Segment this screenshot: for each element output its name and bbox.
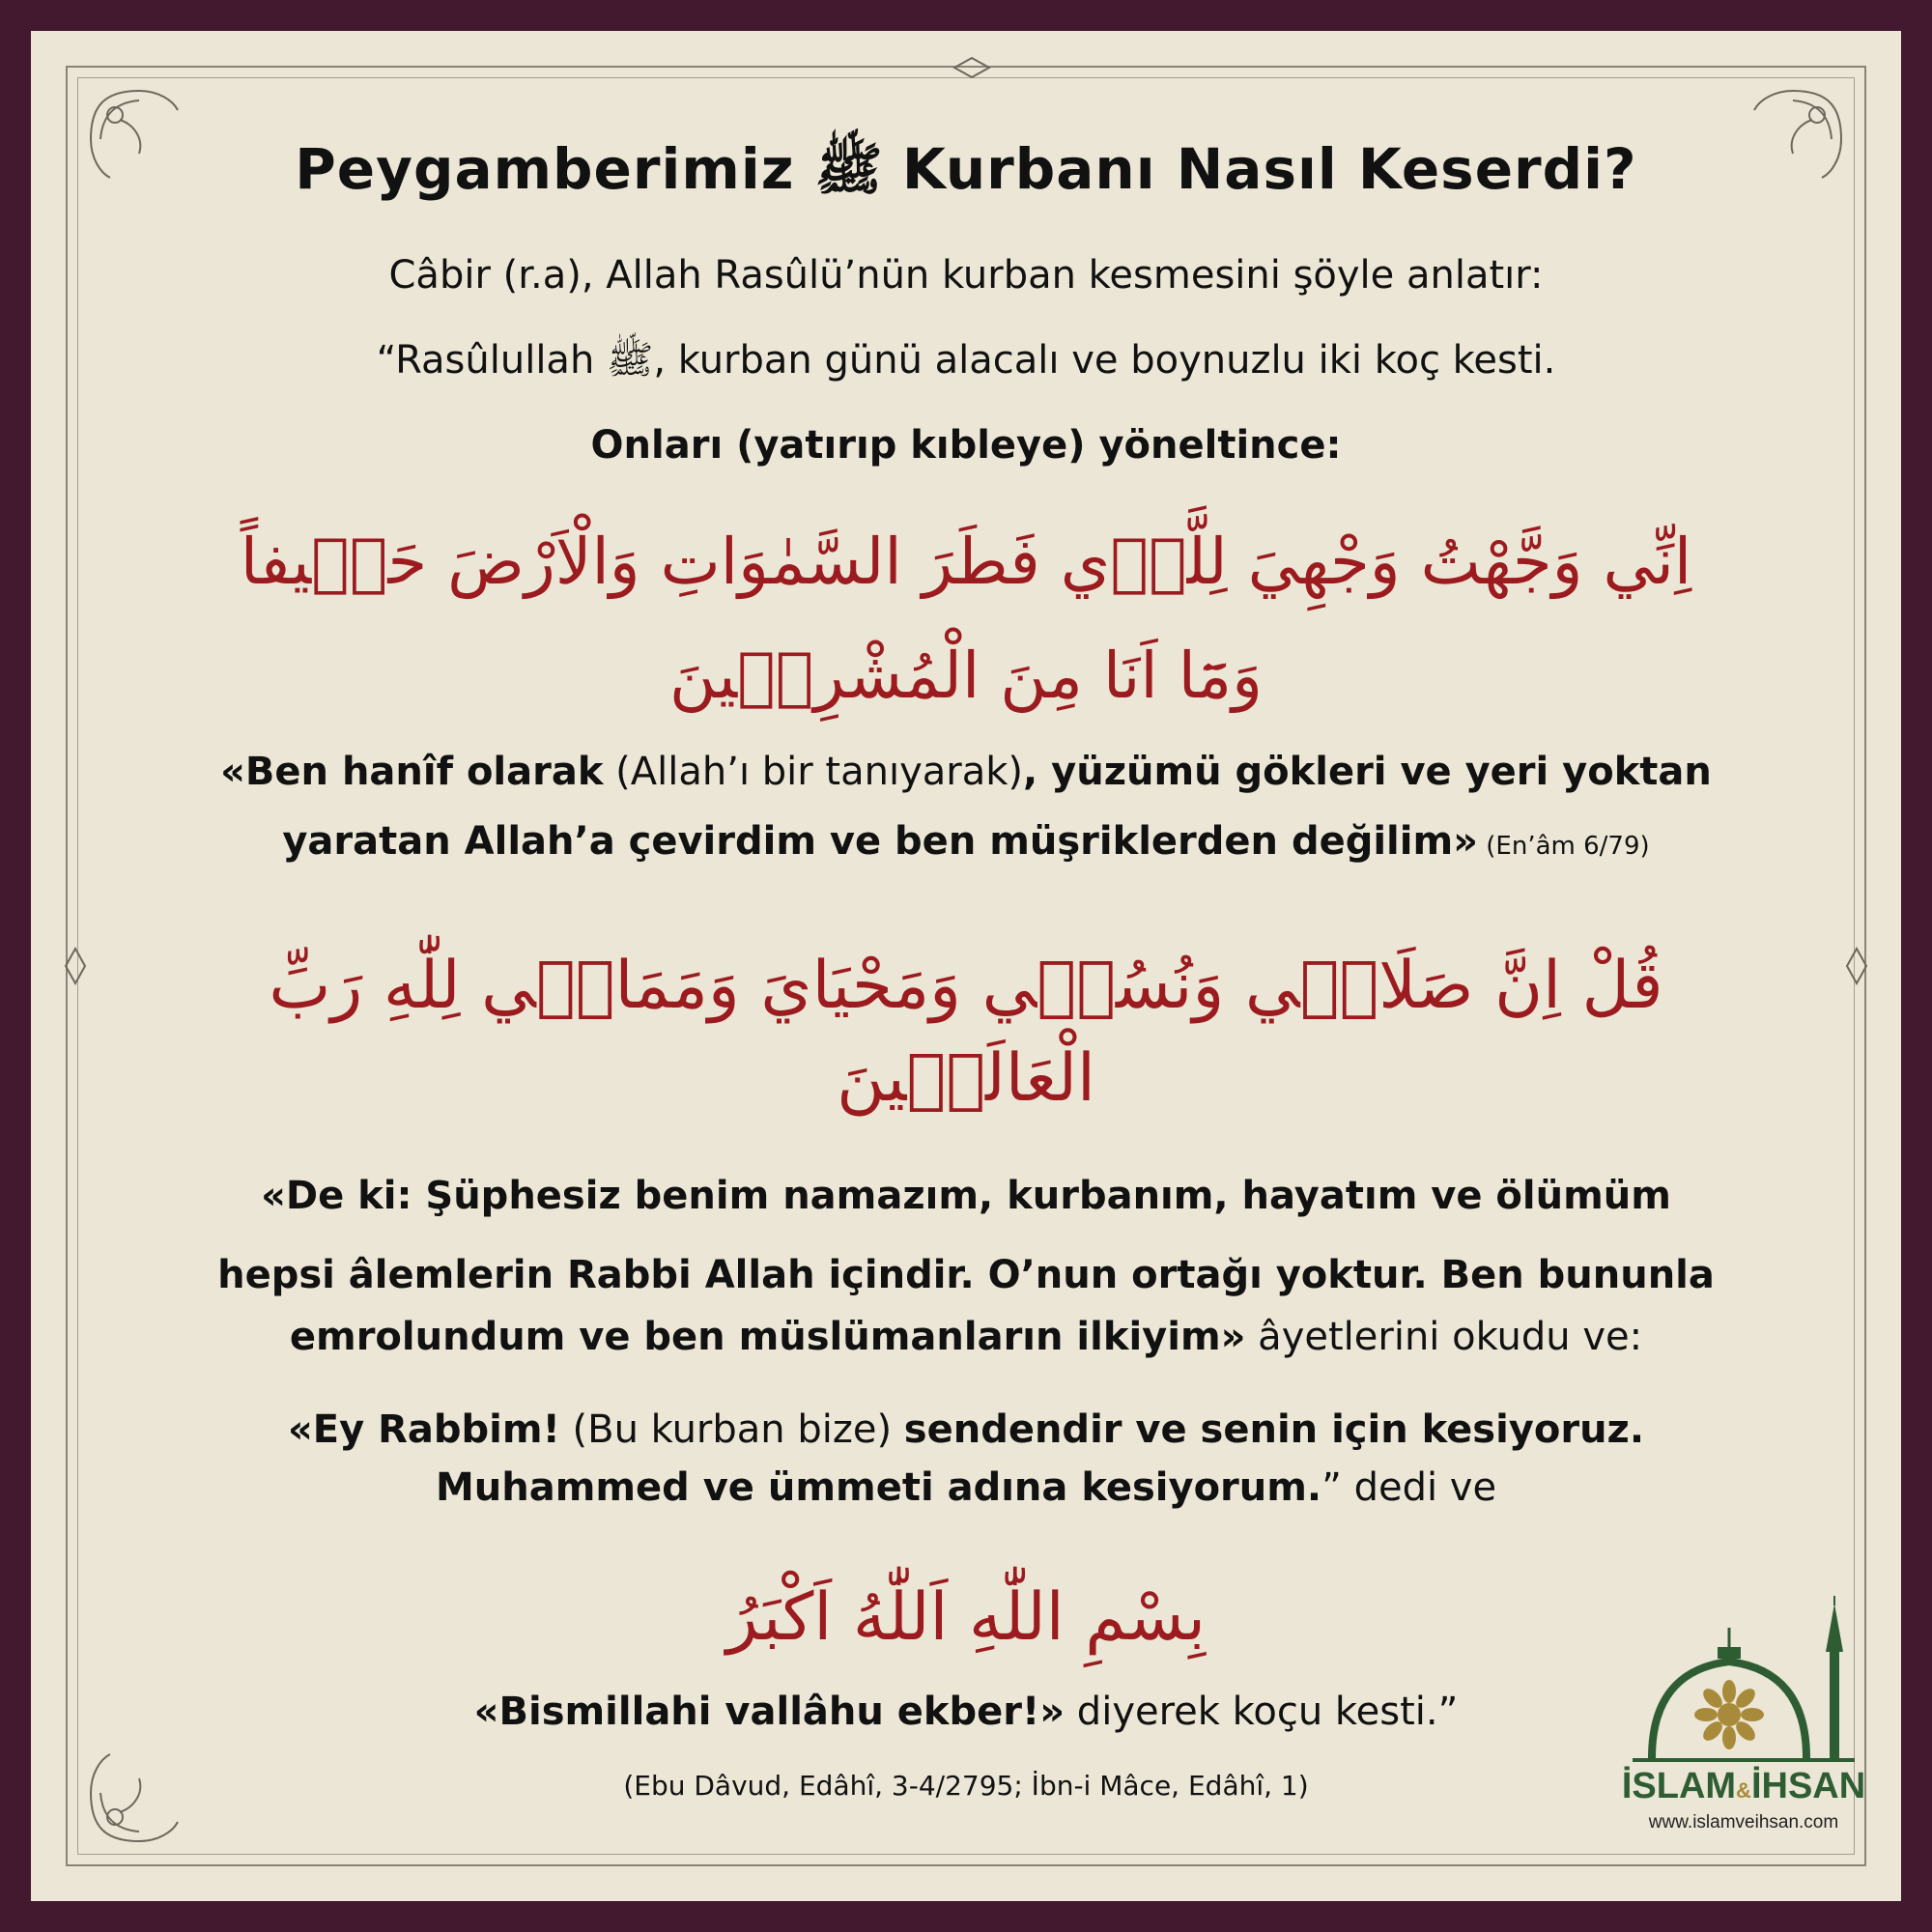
top-ornament (952, 54, 991, 81)
logo-name-part1: İSLAM (1621, 1766, 1737, 1806)
translation-1-line-1 (135, 746, 1797, 798)
final-bold: «Bismillahi vallâhu ekber!» (473, 1690, 1065, 1734)
prayer-bold-a: «Ey Rabbim! (287, 1407, 560, 1452)
logo-name-part2: İHSAN (1750, 1766, 1866, 1806)
arabic-verse-1-line-1: اِنِّي وَجَّهْتُ وَجْهِيَ لِلَّذٖي فَطَرَ السَّمٰوَاتِ وَالْاَرْضَ حَنٖيفاً (240, 525, 1692, 599)
content-area (135, 126, 1797, 1805)
final-normal: diyerek koçu kesti.” (1065, 1690, 1459, 1734)
prayer-line-2-bold: Muhammed ve ümmeti adına kesiyorum. (435, 1465, 1322, 1510)
translation-1-line-2-text: yaratan Allah’a çevirdim ve ben müşriklerden değilim» (282, 819, 1478, 864)
translation-1-bold-b: , yüzümü gökleri ve yeri yoktan (1023, 750, 1712, 794)
translation-2-line-3-normal: âyetlerini okudu ve: (1245, 1315, 1643, 1359)
intro-line-2: “Rasûlullah ﷺ, kurban günü alacalı ve boynuzlu iki koç kesti. (376, 338, 1556, 383)
side-ornament-right (1843, 947, 1870, 985)
arabic-bismillah: بِسْمِ اللّٰهِ اَللّٰهُ اَكْبَرُ (725, 1579, 1207, 1656)
logo-url: www.islamveihsan.com (1648, 1812, 1839, 1833)
arabic-verse-2: قُلْ اِنَّ صَلَاتٖي وَنُسُكٖي وَمَحْيَايَ وَمَمَاتٖي لِلّٰهِ رَبِّ الْعَالَمٖينَ (269, 948, 1663, 1117)
arabic-verse-1-line-2: وَمَٓا اَنَا مِنَ الْمُشْرِكٖينَ (669, 639, 1263, 713)
translation-1-paren: (Allah’ı bir tanıyarak) (603, 750, 1024, 794)
intro-line-3: Onları (yatırıp kıbleye) yöneltince: (590, 423, 1342, 468)
translation-2-line-1: «De ki: Şüphesiz benim namazım, kurbanım, hayatım ve ölümüm (261, 1174, 1671, 1218)
translation-1-line-2 (135, 815, 1797, 872)
translation-2-line-2: hepsi âlemlerin Rabbi Allah içindir. O’nun ortağı yoktur. Ben bununla (217, 1253, 1715, 1297)
side-ornament-left (62, 947, 89, 985)
intro-line-1: Câbir (r.a), Allah Rasûlü’nün kurban kesmesini şöyle anlatır: (388, 253, 1544, 298)
prayer-line-2 (135, 1462, 1797, 1514)
prayer-bold-b: sendendir ve senin için kesiyoruz. (903, 1407, 1645, 1452)
translation-1-reference: (En’âm 6/79) (1478, 832, 1650, 861)
logo-wordmark (1613, 1766, 1874, 1807)
page-title: Peygamberimiz ﷺ Kurbanı Nasıl Keserdi? (295, 136, 1637, 202)
islam-ihsan-logo (1613, 1594, 1874, 1855)
final-line (135, 1686, 1797, 1738)
source-citation: (Ebu Dâvud, Edâhî, 3-4/2795; İbn-i Mâce, Edâhî, 1) (623, 1770, 1309, 1802)
prayer-paren: (Bu kurban bize) (559, 1407, 904, 1452)
translation-1-bold-a: «Ben hanîf olarak (220, 750, 604, 794)
logo-ampersand: & (1736, 1778, 1751, 1803)
prayer-line-2-normal: ” dedi ve (1321, 1465, 1497, 1510)
translation-2-line-3 (135, 1311, 1797, 1363)
translation-2-line-3-bold: emrolundum ve ben müslümanların ilkiyim» (289, 1315, 1246, 1359)
mosque-icon (1613, 1594, 1874, 1787)
prayer-line-1 (135, 1404, 1797, 1456)
